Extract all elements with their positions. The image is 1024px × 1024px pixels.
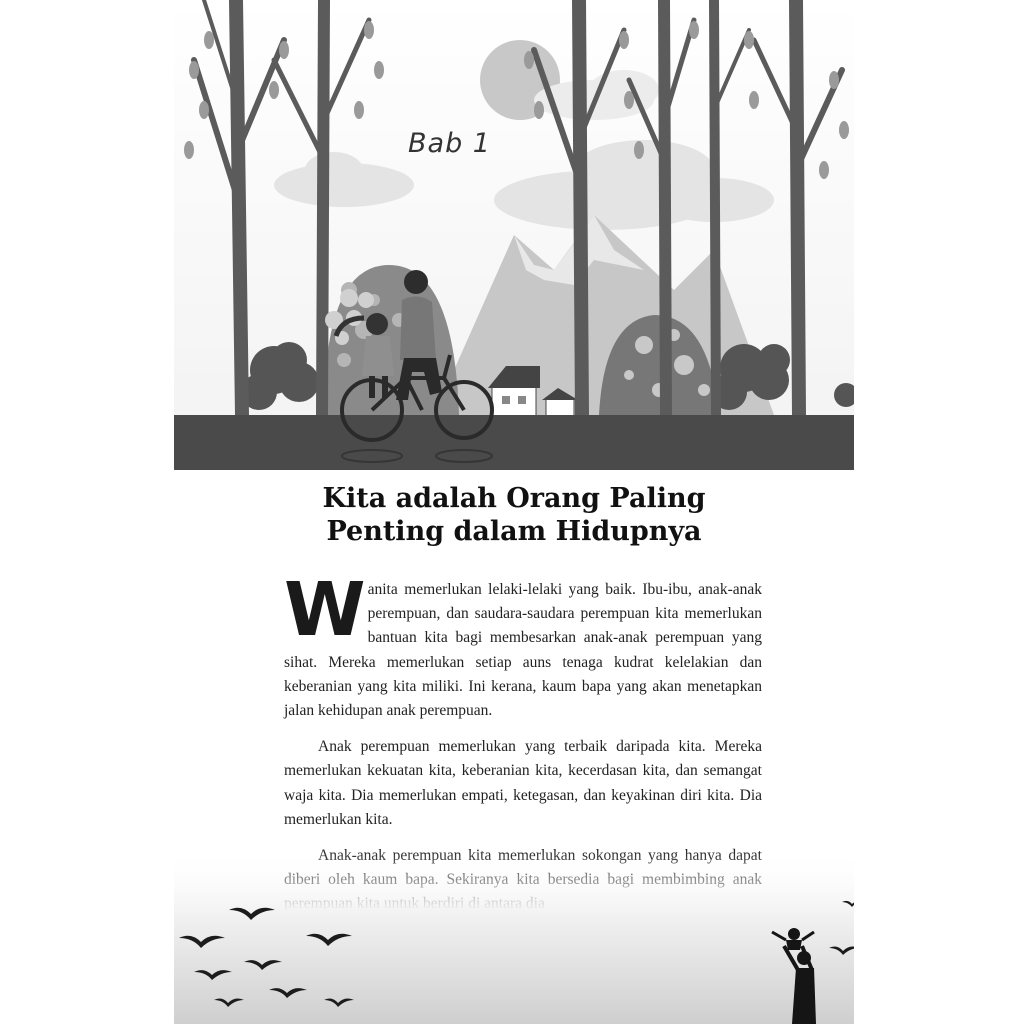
chapter-title xyxy=(174,482,854,548)
drop-cap: W xyxy=(284,567,362,653)
paragraph-1-text: anita memerlukan lelaki-lelaki yang baik. Ibu-ibu, anak-anak perempuan, dan saudara-saudara perempuan kita memerlukan bantuan kita bagi membesarkan anak-anak perempuan yang sihat. Mereka memerlukan setiap auns tenaga kudrat kelelakian dan keberanian yang kita miliki. Ini kerana, kaum bapa yang akan menetapkan jalan kehidupan anak perempuan. xyxy=(284,581,762,720)
footer-illustration xyxy=(174,850,854,1024)
book-page xyxy=(174,0,854,1024)
chapter-title-line-2: Penting dalam Hidupnya xyxy=(326,516,702,547)
chapter-label: Bab 1 xyxy=(408,128,491,159)
paragraph-2: Anak perempuan memerlukan yang terbaik daripada kita. Mereka memerlukan kekuatan kita, keberanian kita, kecerdasan kita, dan semangat waja kita. Dia memerlukan empati, ketegasan, dan keyakinan diri kita. Dia memerlukan kita. xyxy=(284,738,762,828)
paragraph-1 xyxy=(284,567,762,723)
chapter-title-line-1: Kita adalah Orang Paling xyxy=(322,483,706,514)
road-icon xyxy=(174,415,854,470)
chapter-illustration xyxy=(174,0,854,470)
